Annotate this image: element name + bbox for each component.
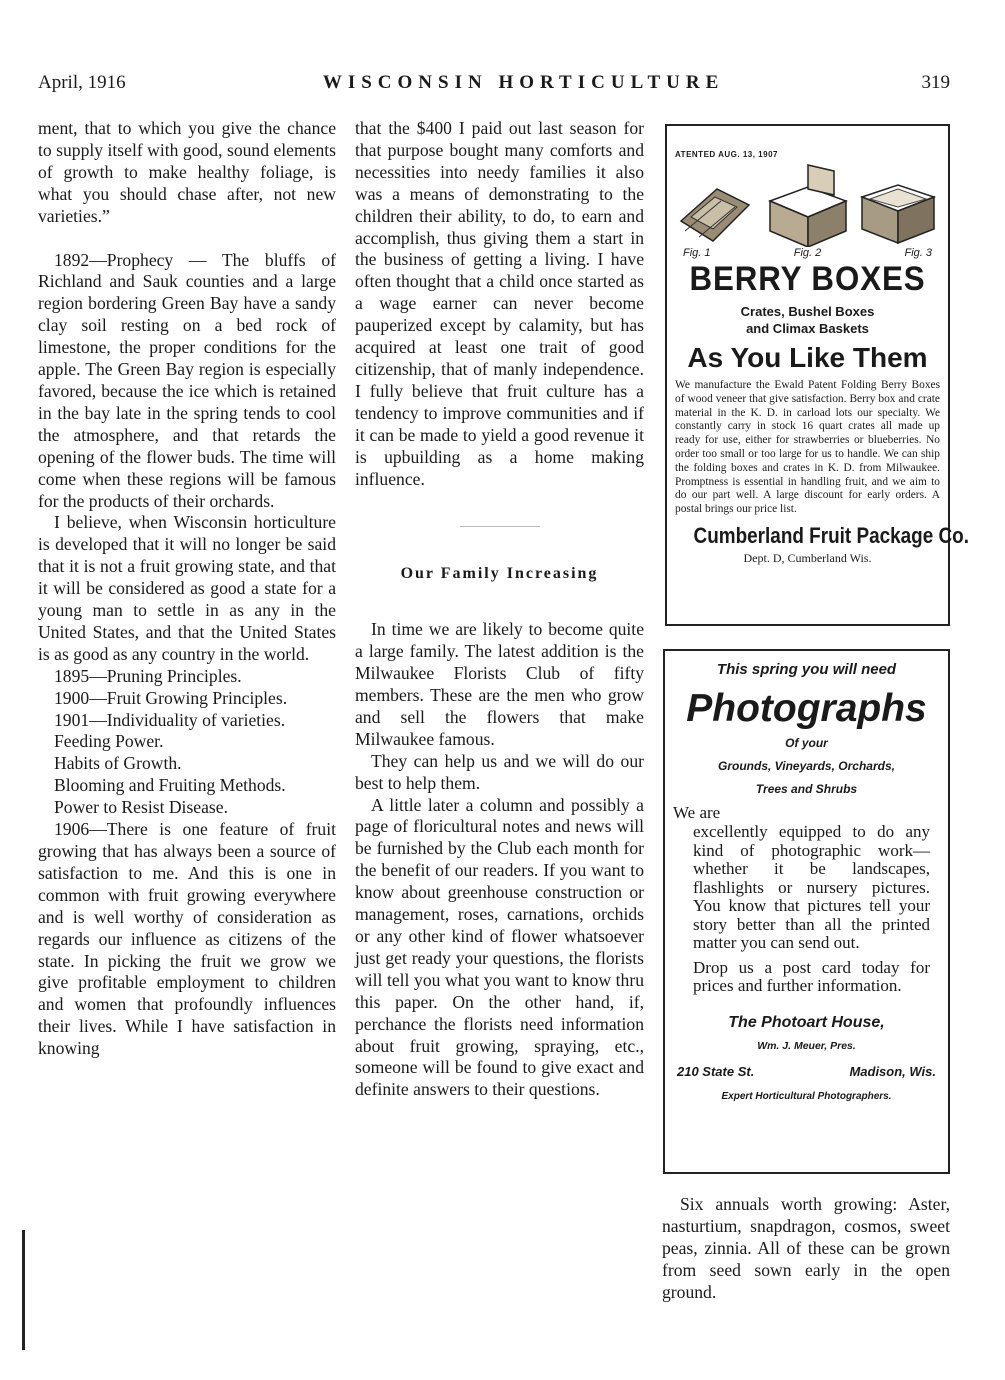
paragraph: In time we are likely to become quite a large family. The latest addition is the Milwaukee Florists Club of fifty members. These are the men who grow and sell the flowers that make Milwaukee famous. [355, 619, 644, 749]
ad-subheadline [675, 303, 940, 337]
annuals-note [662, 1194, 950, 1304]
ad-body [673, 823, 940, 996]
paragraph: A little later a column and possibly a page of floricultural notes and news will be furnished by the Club each month for the benefit of our readers. If you want to know about greenhouse construction or management, roses, carnations, orchids or any other kind of flower whatsoever just get ready your questions, the florists will tell you what you want to know thru this paper. On the other hand, if, perchance the florists need information about fruit growing, spraying, etc., someone will be found to give exact and definite answers to their questions. [355, 794, 644, 1100]
paragraph: Blooming and Fruiting Methods. [54, 775, 286, 796]
ad-subheadline-line: and Climax Baskets [746, 321, 869, 336]
company-address [673, 1064, 940, 1079]
paragraph: I believe, when Wisconsin horticulture is developed that it will no longer be said that it is not a fruit growing state, and that it will be considered as good a state for a young man to settle in as any in the United States, and that the United States is as good as any country in the world. [38, 512, 336, 664]
margin-mark [22, 1230, 25, 1350]
paragraph: ment, that to which you give the chance to supply itself with good, sound elements of growth to make healthy foliage, is what you should chase after, not new varieties.” [38, 118, 336, 226]
paragraph: They can help us and we will do our best to help them. [355, 750, 644, 793]
running-head [38, 72, 950, 102]
ad-headline: BERRY BOXES [689, 260, 926, 298]
company-address: Dept. D, Cumberland Wis. [743, 550, 872, 565]
crate-box-illustration [854, 161, 940, 247]
section-heading: Our Family Increasing [400, 565, 599, 583]
page-number: 319 [921, 72, 950, 93]
paragraph: Six annuals worth growing: Aster, nasturtium, snapdragon, cosmos, sweet peas, zinnia. All of these can be grown from seed sown early in the open ground. [662, 1194, 950, 1302]
ad-subheadline-line: Grounds, Vineyards, Orchards, [718, 759, 895, 773]
ad-body: We manufacture the Ewald Patent Folding Berry Boxes of wood veneer that give satisfaction. Berry box and crate material in the K. D. in carload lots our specialty. We constantly carry in stock 16 quart crates all made up ready for use, either for strawberries or blueberries. No order too small or too large for us to handle. We can ship the folding boxes and crates in K. D. from Milwaukee. Promptness is essential in handling fruit, and we aim to do our part well. A large discount for early orders. A postal brings our price list. [675, 379, 940, 516]
column-left [38, 118, 336, 1060]
ad-lead-in: We are [673, 803, 721, 822]
ad-tagline: As You Like Them [687, 342, 928, 373]
paragraph: 1895—Pruning Principles. [54, 665, 242, 686]
figure-label: Fig. 2 [793, 247, 822, 259]
berry-boxes-advertisement [665, 124, 970, 626]
ad-subheadline-line: Trees and Shrubs [755, 782, 858, 796]
journal-title: WISCONSIN HORTICULTURE [322, 72, 725, 93]
paragraph: Power to Resist Disease. [54, 797, 228, 818]
issue-date: April, 1916 [38, 72, 126, 93]
column-middle [355, 118, 644, 1101]
paragraph: that the $400 I paid out last season for that purpose bought many comforts and necessities into needy families it also was a means of demonstrating to the children their ability, to do, to earn and accomplish, thus giving them a start in the business of getting a living. I have often thought that a child once started as a wage earner can never become pauperized except by calamity, but has acquired at least one trait of good citizenship, that of manly independence. I fully believe that fruit culture has a tendency to improve communities and if it can be made to yield a good revenue it is upbuilding as a home making influence. [355, 118, 644, 489]
ad-subheadline-line: Of your [785, 736, 828, 750]
section-divider [460, 526, 540, 527]
ad-paragraph: excellently equipped to do any kind of photographic work—whether it be landscapes, flashlights or nursery pictures. You know that pictures tell your story better than all the printed matter you can send out. [693, 822, 930, 952]
company-name: Cumberland Fruit Package Co. [693, 522, 970, 548]
ad-headline: Photographs [686, 687, 927, 730]
open-box-illustration [760, 161, 850, 247]
figure-label: Fig. 1 [683, 247, 711, 259]
folded-box-illustration [675, 161, 755, 247]
ad-paragraph: Drop us a post card today for prices and further information. [693, 957, 930, 995]
company-president: Wm. J. Meuer, Pres. [757, 1039, 856, 1052]
ad-subheadline-line: Crates, Bushel Boxes [740, 304, 875, 319]
ad-intro: This spring you will need [716, 661, 897, 678]
paragraph: Habits of Growth. [54, 753, 182, 774]
street-address: 210 State St. [677, 1063, 755, 1079]
photographs-advertisement [663, 649, 950, 1174]
paragraph: 1892—Prophecy — The bluffs of Richland and Sauk counties and a large region bordering Green Bay have a sandy clay soil resting on a bed rock of limestone, the proper conditions for the apple. The Green Bay region is especially favored, because the ice which is retained in the bay late in the spring tends to cool the atmosphere, and that retards the opening of the flower buds. The time will come when these regions will be famous for the products of their orchards. [38, 249, 336, 511]
box-illustrations [675, 161, 940, 247]
company-specialty: Expert Horticultural Photographers. [721, 1090, 892, 1102]
patent-notice: ATENTED AUG. 13, 1907 [675, 150, 778, 159]
paragraph: Feeding Power. [54, 731, 164, 752]
city-address: Madison, Wis. [849, 1063, 936, 1079]
figure-label: Fig. 3 [904, 247, 932, 259]
paragraph: 1901—Individuality of varieties. [54, 709, 286, 730]
figure-labels [675, 247, 940, 259]
paragraph: 1900—Fruit Growing Principles. [54, 687, 288, 708]
paragraph: 1906—There is one feature of fruit growing that has always been a source of satisfaction to me. And this is one in common with fruit growing everywhere and is well worthy of consideration as regards our influence as citizens of the state. In picking the fruit we grow we give profitable employment to children and women that profoundly influences their lives. While I have satisfaction in knowing [38, 819, 336, 1059]
company-name: The Photoart House, [728, 1013, 885, 1031]
